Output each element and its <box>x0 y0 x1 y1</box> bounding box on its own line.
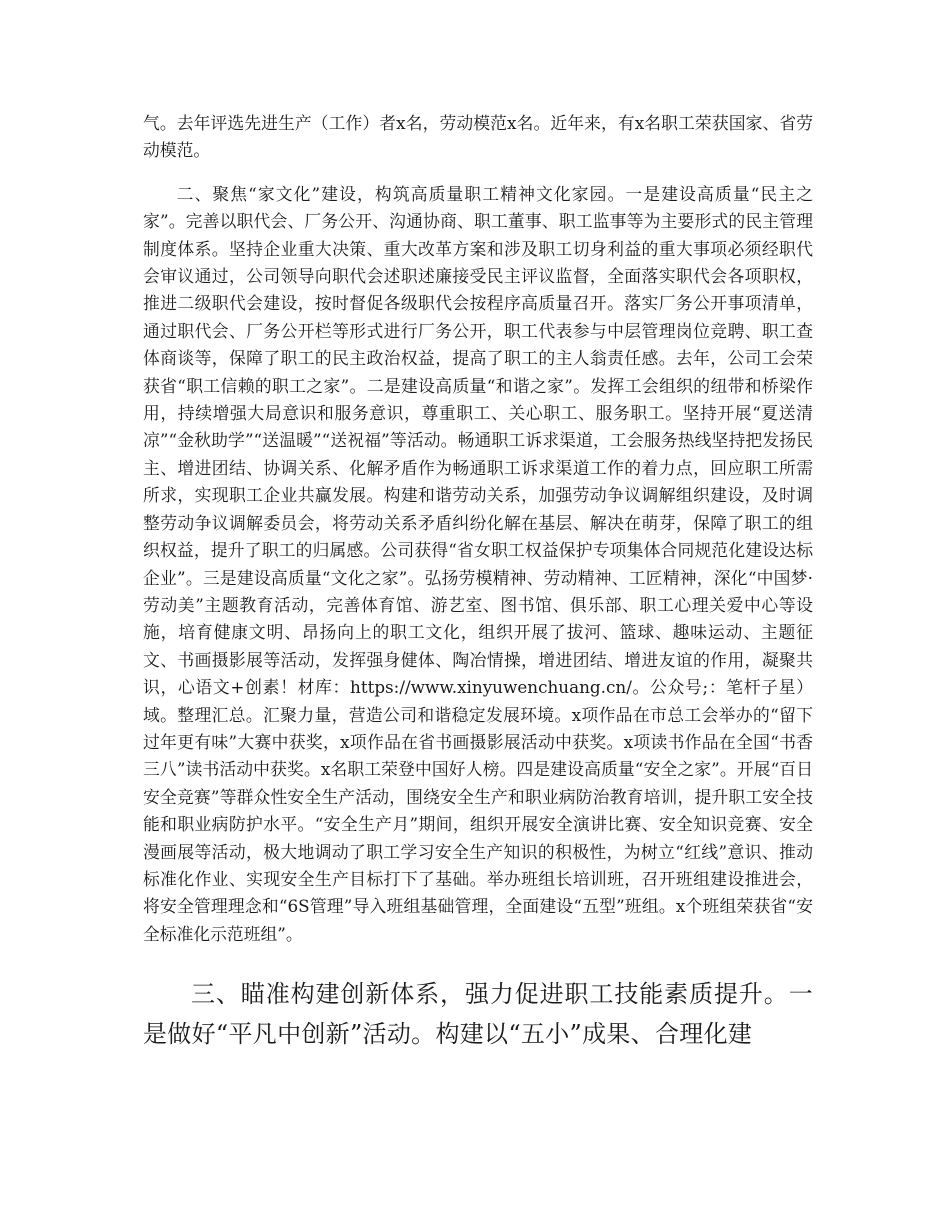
document-page <box>143 110 813 1054</box>
paragraph-section-three: 三、瞄准构建创新体系，强力促进职工技能素质提升。一是做好“平凡中创新”活动。构建以“五小”成果、合理化建 <box>143 980 813 1049</box>
paragraph-continuation: 气。去年评选先进生产（工作）者x名，劳动模范x名。近年来，有x名职工荣获国家、省劳动模范。 <box>143 113 813 161</box>
paragraph-section-two: 二、聚焦“家文化”建设，构筑高质量职工精神文化家园。一是建设高质量“民主之家”。完善以职代会、厂务公开、沟通协商、职工董事、职工监事等为主要形式的民主管理制度体系。坚持企业重大决策、重大改革方案和涉及职工切身利益的重大事项必须经职代会审议通过，公司领导向职代会述职述廉接受民主评议监督，全面落实职代会各项职权，推进二级职代会建设，按时督促各级职代会按程序高质量召开。落实厂务公开事项清单，通过职代会、厂务公开栏等形式进行厂务公开，职工代表参与中层管理岗位竞聘、职工查体商谈等，保障了职工的民主政治权益，提高了职工的主人翁责任感。去年，公司工会荣获省“职工信赖的职工之家”。二是建设高质量“和谐之家”。发挥工会组织的纽带和桥梁作用，持续增强大局意识和服务意识，尊重职工、关心职工、服务职工。坚持开展“夏送清凉”“金秋助学”“送温暖”“送祝福”等活动。畅通职工诉求渠道，工会服务热线坚持把发扬民主、增进团结、协调关系、化解矛盾作为畅通职工诉求渠道工作的着力点，回应职工所需所求，实现职工企业共赢发展。构建和谐劳动关系，加强劳动争议调解组织建设，及时调整劳动争议调解委员会，将劳动关系矛盾纠纷化解在基层、解决在萌芽，保障了职工的组织权益，提升了职工的归属感。公司获得“省女职工权益保护专项集体合同规范化建设达标企业”。三是建设高质量“文化之家”。弘扬劳模精神、劳动精神、工匠精神，深化“中国梦·劳动美”主题教育活动，完善体育馆、游艺室、图书馆、俱乐部、职工心理关爱中心等设施，培育健康文明、昂扬向上的职工文化，组织开展了拔河、篮球、趣味运动、主题征文、书画摄影展等活动，发挥强身健体、陶冶情操，增进团结、增进友谊的作用，凝聚共识，心语文+创素！材库：https://www.xinyuwenchuang.cn/。公众号;：笔杆子星）域。整理汇总。汇聚力量，营造公司和谐稳定发展环境。x项作品在市总工会举办的“留下过年更有味”大赛中获奖，x项作品在省书画摄影展活动中获奖。x项读书作品在全国“书香三八”读书活动中获奖。x名职工荣登中国好人榜。四是建设高质量“安全之家”。开展“百日安全竞赛”等群众性安全生产活动，围绕安全生产和职业病防治教育培训，提升职工安全技能和职业病防护水平。“安全生产月”期间，组织开展安全演讲比赛、安全知识竞赛、安全漫画展等活动，极大地调动了职工学习安全生产知识的积极性，为树立“红线”意识、推动标准化作业、实现安全生产目标打下了基础。举办班组长培训班，召开班组建设推进会，将安全管理理念和“6S管理”导入班组基础管理，全面建设“五型”班组。x个班组荣获省“安全标准化示范班组”。 <box>143 183 813 944</box>
